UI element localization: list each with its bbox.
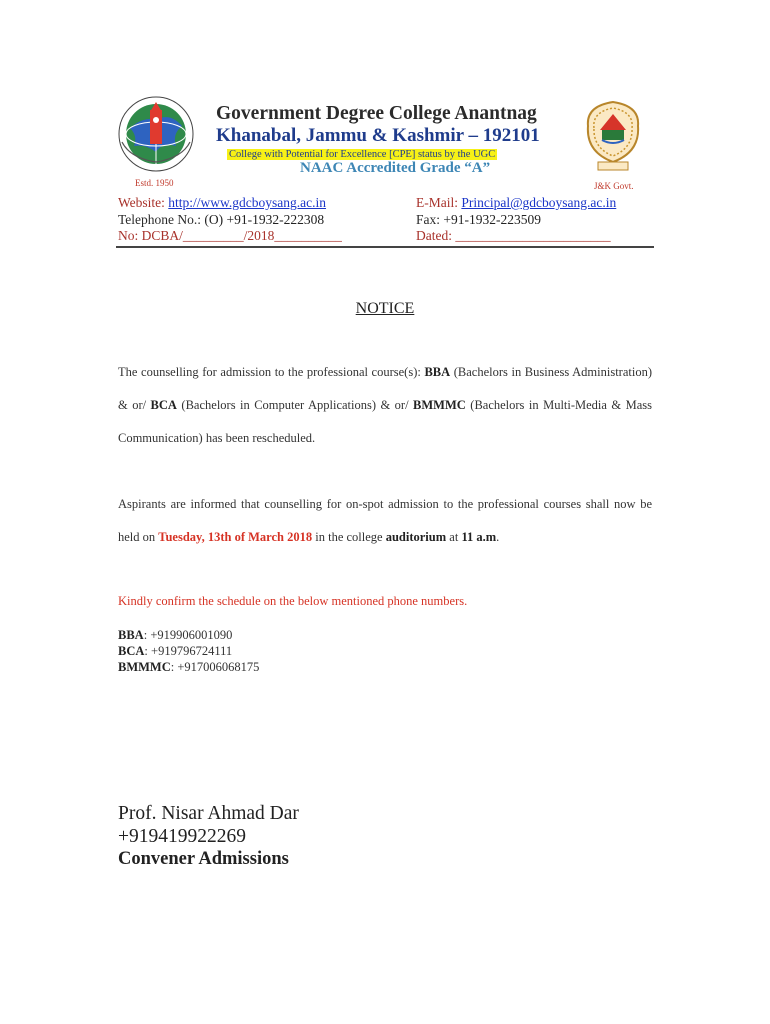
- college-logo: [110, 92, 202, 172]
- reference-number-line: [118, 228, 342, 244]
- phone-number: +919906001090: [150, 628, 233, 642]
- telephone-value: (O) +91-1932-222308: [204, 212, 325, 227]
- notice-paragraph-2: [118, 488, 652, 554]
- signatory-role: Convener Admissions: [118, 849, 289, 869]
- para1-text-1: The counselling for admission to the professional course(s):: [118, 365, 425, 379]
- dated-value: _______________________: [455, 228, 611, 243]
- dated-line: [416, 228, 611, 244]
- phone-label: BBA: [118, 628, 144, 642]
- counselling-time: 11 a.m: [461, 530, 497, 544]
- confirm-note: Kindly confirm the schedule on the below mentioned phone numbers.: [118, 594, 468, 608]
- govt-label: J&K Govt.: [594, 181, 634, 191]
- phone-number: +917006068175: [177, 660, 260, 674]
- phone-number: +919796724111: [151, 644, 233, 658]
- telephone-line: [118, 212, 324, 228]
- phone-row: BCA: +919796724111: [118, 644, 233, 658]
- para2-text-3: at: [446, 530, 462, 544]
- telephone-label: Telephone No.:: [118, 212, 202, 227]
- fax-label: Fax:: [416, 212, 441, 227]
- notice-paragraph-1: [118, 356, 652, 455]
- fax-value: +91-1932-223509: [443, 212, 541, 227]
- phone-row: BMMMC: +917006068175: [118, 660, 260, 674]
- course-bmmmc: BMMMC: [413, 398, 466, 412]
- phone-label: BMMMC: [118, 660, 171, 674]
- counselling-date: Tuesday, 13th of March 2018: [158, 530, 313, 544]
- reference-number-label: No:: [118, 228, 139, 243]
- fax-line: [416, 212, 541, 228]
- para2-text-4: .: [496, 530, 500, 544]
- signatory-phone: +919419922269: [118, 826, 246, 847]
- website-label: Website:: [118, 195, 165, 210]
- college-status: College with Potential for Excellence [CPE] status by the UGC: [229, 149, 496, 160]
- para1-text-2: (Bachelors in Business Administration) & or/: [118, 365, 653, 412]
- college-address: Khanabal, Jammu & Kashmir – 192101: [216, 125, 540, 146]
- established-year: Estd. 1950: [135, 178, 174, 188]
- para1-text-3: (Bachelors in Computer Applications) & or/: [176, 398, 414, 412]
- signatory-name: Prof. Nisar Ahmad Dar: [118, 803, 299, 824]
- course-bca: BCA: [150, 398, 177, 412]
- para2-text-1: Aspirants are informed that counselling for on-spot admission to the professional courses shall now be held on: [118, 497, 652, 544]
- course-bba: BBA: [424, 365, 451, 379]
- notice-title: NOTICE: [355, 300, 415, 317]
- header-divider: [116, 246, 654, 248]
- dated-label: Dated:: [416, 228, 452, 243]
- website-line: [118, 195, 326, 211]
- email-line: [416, 195, 616, 211]
- email-label: E-Mail:: [416, 195, 458, 210]
- phone-row: BBA: +919906001090: [118, 628, 233, 642]
- website-link[interactable]: http://www.gdcboysang.ac.in: [168, 195, 327, 210]
- govt-emblem: [580, 96, 646, 178]
- college-name: Government Degree College Anantnag: [216, 103, 537, 124]
- email-link[interactable]: Principal@gdcboysang.ac.in: [461, 195, 617, 210]
- para1-text-4: (Bachelors in Multi-Media & Mass Communication) has been rescheduled.: [118, 398, 653, 445]
- counselling-venue: auditorium: [385, 530, 447, 544]
- reference-number-value: DCBA/_________/2018__________: [141, 228, 342, 243]
- para2-text-2: in the college: [312, 530, 386, 544]
- naac-grade: NAAC Accredited Grade “A”: [300, 160, 491, 176]
- phone-label: BCA: [118, 644, 145, 658]
